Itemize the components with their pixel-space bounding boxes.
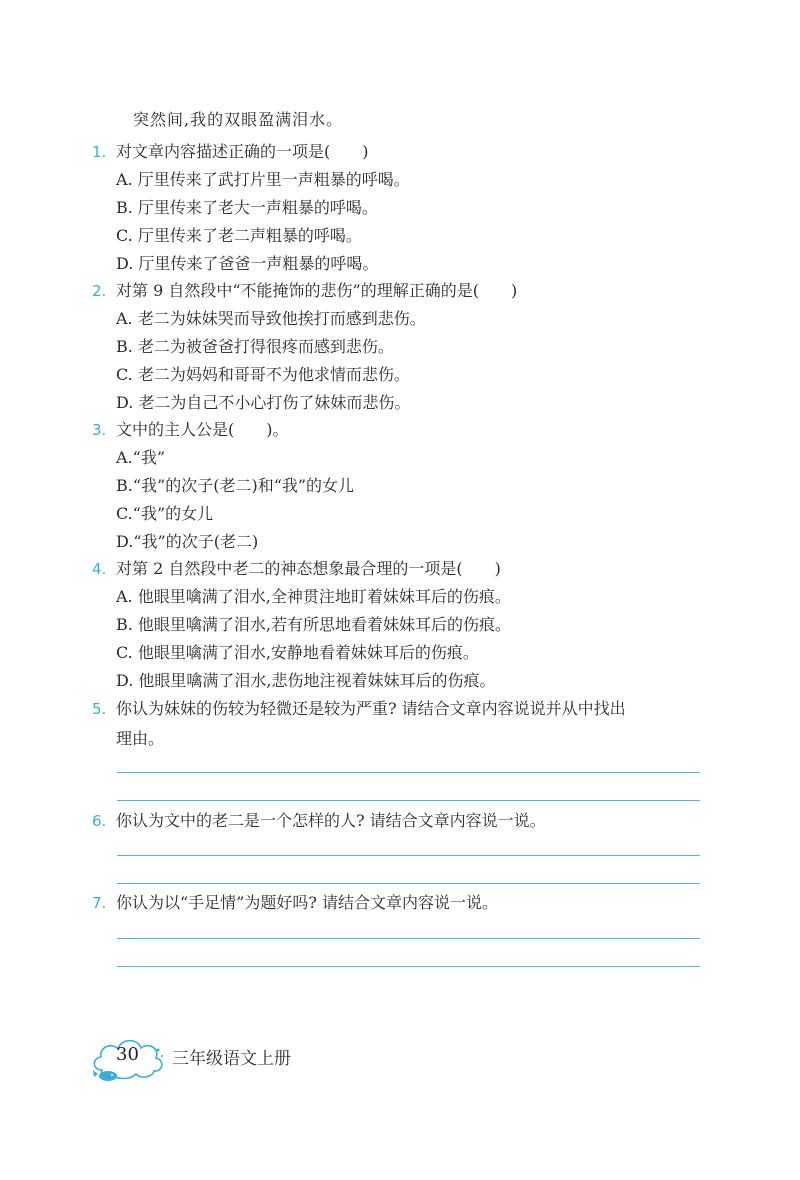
option-c[interactable]: C.“我”的女儿 [116,504,214,523]
option-d[interactable]: D. 老二为自己不小心打伤了妹妹而悲伤。 [116,393,411,412]
option-a[interactable]: A. 老二为妹妹哭而导致他挨打而感到悲伤。 [116,309,426,328]
answer-line[interactable] [117,772,700,773]
option-b[interactable]: B.“我”的次子(老二)和“我”的女儿 [116,476,355,495]
option-b[interactable]: B. 老二为被爸爸打得很疼而感到悲伤。 [116,337,394,356]
option-c[interactable]: C. 老二为妈妈和哥哥不为他求情而悲伤。 [116,365,410,384]
question-stem: 你认为以“手足情”为题好吗? 请结合文章内容说一说。 [116,893,499,912]
question-number: 6. [92,812,107,830]
option-b[interactable]: B. 厅里传来了老大一声粗暴的呼喝。 [116,198,378,217]
question-stem: 你认为文中的老二是一个怎样的人? 请结合文章内容说一说。 [116,811,546,830]
question-6 [92,806,712,836]
book-title: 三年级语文上册 [172,1049,291,1069]
question-number: 2. [92,282,107,300]
page-footer [88,1030,348,1090]
question-stem: 你认为妹妹的伤较为轻微还是较为严重? 请结合文章内容说说并从中找出 [116,699,626,718]
question-3 [92,416,712,556]
question-number: 4. [92,560,107,578]
question-stem: 文中的主人公是( )。 [116,420,289,439]
question-stem: 对第 9 自然段中“不能掩饰的悲伤”的理解正确的是( ) [116,281,518,300]
question-number: 5. [92,700,107,718]
option-a[interactable]: A. 厅里传来了武打片里一声粗暴的呼喝。 [116,170,410,189]
question-stem-continued: 理由。 [116,729,165,748]
question-number: 3. [92,421,107,439]
answer-line[interactable] [117,966,700,967]
answer-line[interactable] [117,883,700,884]
option-d[interactable]: D. 厅里传来了爸爸一声粗暴的呼喝。 [116,254,379,273]
option-c[interactable]: C. 厅里传来了老二声粗暴的呼喝。 [116,226,362,245]
answer-line[interactable] [117,855,700,856]
intro-sentence: 突然间,我的双眼盈满泪水。 [133,110,344,129]
question-7 [92,888,712,918]
question-1 [92,138,712,278]
page-number: 30 [116,1044,139,1065]
option-d[interactable]: D. 他眼里噙满了泪水,悲伤地注视着妹妹耳后的伤痕。 [116,671,496,690]
option-b[interactable]: B. 他眼里噙满了泪水,若有所思地看着妹妹耳后的伤痕。 [116,615,512,634]
question-number: 1. [92,143,107,161]
option-c[interactable]: C. 他眼里噙满了泪水,安静地看着妹妹耳后的伤痕。 [116,643,479,662]
question-5 [92,694,712,754]
option-a[interactable]: A.“我” [116,448,166,467]
question-number: 7. [92,894,107,912]
question-stem: 对第 2 自然段中老二的神态想象最合理的一项是( ) [116,559,501,578]
answer-line[interactable] [117,800,700,801]
question-4 [92,555,712,695]
question-2 [92,277,712,417]
option-d[interactable]: D.“我”的次子(老二) [116,532,259,551]
answer-line[interactable] [117,938,700,939]
question-stem: 对文章内容描述正确的一项是( ) [116,142,369,161]
option-a[interactable]: A. 他眼里噙满了泪水,全神贯注地盯着妹妹耳后的伤痕。 [116,587,511,606]
